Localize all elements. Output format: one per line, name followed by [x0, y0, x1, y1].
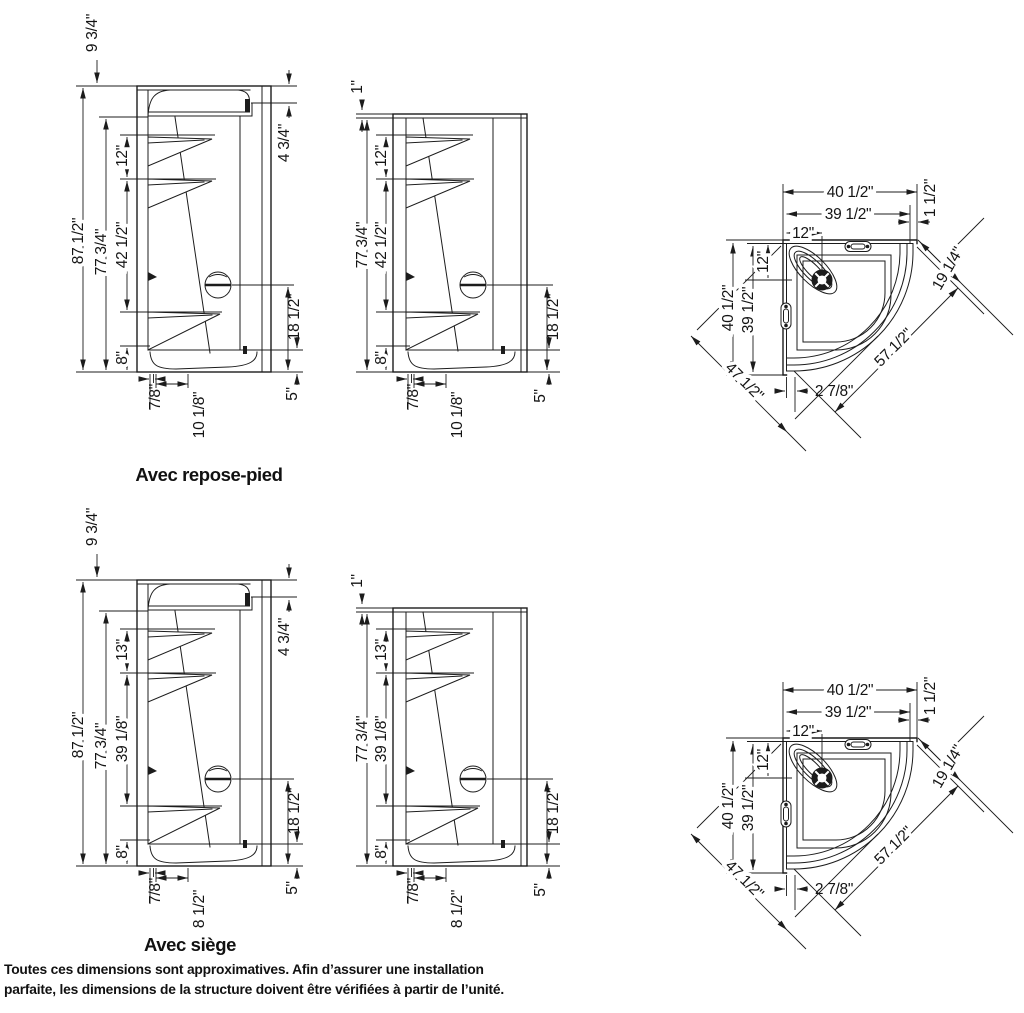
dim-inner-width: 39 1/2" [824, 206, 872, 223]
dim-base-lip: 7/8" [405, 878, 422, 904]
dim-wall-height: 77 3/4" [354, 221, 371, 269]
dim-inner-depth: 39 1/2" [740, 286, 757, 334]
dim-base-lip: 7/8" [147, 878, 164, 904]
dim-corner-gap: 2 7/8" [814, 881, 854, 898]
footrest-group-label: Avec repose-pied [135, 464, 283, 485]
dim-knob-height: 18 1/2" [286, 293, 303, 341]
dim-inner-width: 39 1/2" [824, 704, 872, 721]
seat-side-view-a [76, 554, 303, 904]
dim-top-offset: 9 3/4" [84, 13, 101, 53]
dim-base-height: 8" [114, 845, 131, 859]
dim-top-offset: 9 3/4" [84, 507, 101, 547]
dim-base-depth: 8 1/2" [191, 889, 208, 929]
footer-disclaimer-line2: parfaite, les dimensions de la structure doivent être vérifiées à partir de l’unité. [4, 982, 504, 997]
dim-wall-height: 77 3/4" [93, 228, 110, 276]
dim-wall-height: 77 3/4" [93, 722, 110, 770]
seat-group-label: Avec siège [144, 934, 236, 955]
dim-base-depth: 10 1/8" [191, 391, 208, 439]
dim-base-lip: 7/8" [405, 384, 422, 410]
dim-inner-depth: 39 1/2" [740, 784, 757, 832]
dim-threshold: 5" [532, 883, 549, 897]
dim-base-depth: 10 1/8" [449, 391, 466, 439]
dim-outer-depth: 40 1/2" [720, 782, 737, 830]
dim-front-width: 57 1/2" [871, 823, 917, 869]
dim-drain-offset: 12" [792, 225, 814, 242]
dim-dome-edge: 4 3/4" [276, 617, 293, 657]
dim-drain-depth: 12" [755, 251, 772, 273]
dim-shelf-to-rest: 42 1/2" [373, 221, 390, 269]
dim-shelf-to-rest: 39 1/8" [373, 715, 390, 763]
dim-wall-height: 77 3/4" [354, 715, 371, 763]
dim-drain-depth: 12" [755, 749, 772, 771]
dim-corner-gap: 2 7/8" [814, 383, 854, 400]
dim-knob-height: 18 1/2" [286, 787, 303, 835]
dim-depth-diagonal: 47 1/2" [721, 359, 767, 405]
dim-front-clearance: 19 1/4" [929, 742, 968, 792]
dim-shelf-to-rest: 42 1/2" [114, 221, 131, 269]
dim-total-height: 87 1/2" [70, 711, 87, 759]
dim-base-height: 8" [373, 351, 390, 365]
dim-front-clearance: 19 1/4" [929, 244, 968, 294]
dim-outer-width: 40 1/2" [826, 184, 874, 201]
dim-top-lip: 1" [349, 80, 366, 94]
dim-threshold: 5" [284, 387, 301, 401]
dim-base-depth: 8 1/2" [449, 889, 466, 929]
dim-shelf-gap: 12" [114, 145, 131, 167]
dim-shelf-to-rest: 39 1/8" [114, 715, 131, 763]
dim-threshold: 5" [284, 881, 301, 895]
dim-total-height: 87 1/2" [70, 217, 87, 265]
dim-base-lip: 7/8" [147, 384, 164, 410]
dim-outer-width: 40 1/2" [826, 682, 874, 699]
dim-flange: 1 1/2" [922, 676, 939, 716]
dim-flange: 1 1/2" [922, 178, 939, 218]
dim-depth-diagonal: 47 1/2" [721, 857, 767, 903]
dim-shelf-gap: 12" [373, 145, 390, 167]
footer-disclaimer-line1: Toutes ces dimensions sont approximatives. Afin d’assurer une installation [4, 962, 484, 977]
dim-base-height: 8" [373, 845, 390, 859]
dim-knob-height: 18 1/2" [545, 787, 562, 835]
dim-top-lip: 1" [349, 574, 366, 588]
dim-dome-edge: 4 3/4" [276, 123, 293, 163]
dim-shelf-gap: 13" [114, 639, 131, 661]
footrest-side-view-a [76, 60, 303, 410]
dim-shelf-gap: 13" [373, 639, 390, 661]
dim-base-height: 8" [114, 351, 131, 365]
dim-outer-depth: 40 1/2" [720, 284, 737, 332]
dim-drain-offset: 12" [792, 723, 814, 740]
dim-knob-height: 18 1/2" [545, 293, 562, 341]
dim-threshold: 5" [532, 389, 549, 403]
dim-front-width: 57 1/2" [871, 325, 917, 371]
